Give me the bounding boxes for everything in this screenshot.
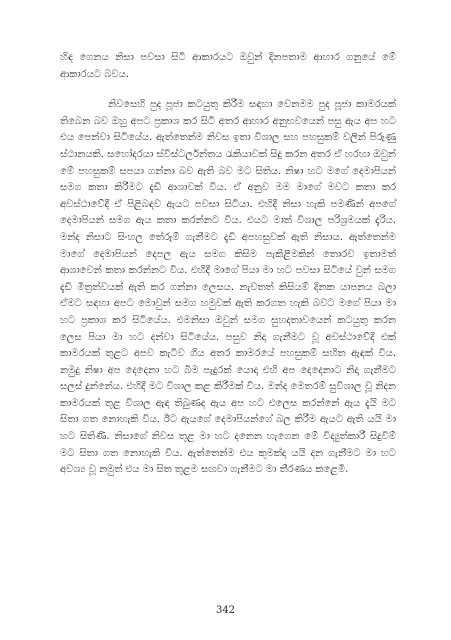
paragraph-continuation: හිඳ ගෙනය නිසා පවසා සිටි ආකාරයට ඔවුන් දිනපතාම ආහාර ගනුයේ මේ ආකාරයට බවය.	[60, 52, 396, 80]
page-number: 342	[215, 605, 236, 616]
paragraph-main: නිවසෙහි පුද පූජා කටයුතු කිරීම සඳහා වෙනමම පුද පූජා කාමරයක් තිබෙන බව ඔහු අපට ප්‍රකාශ කර සිටි අතර ආහාර අනුභවයෙන් පසු ඇය අප හට එය පෙන්වා සිටියේය. ඇත්තෙන්ම නිවස ඉතා විශාල සහ පහසුකම් වලින් පිරුණු ස්ථානයකි. සහෝදරයා ස්වීස්ටර්ලන්තය රැකියාවක් සිදු කරන අතර ඒ හරහා ඔවුන් මේ පහසුකම් සපයා ගන්නා බව ඇති බව මට සිතිය. නිෂා හට මගේ දෙමාපියන් සමග කතා කිරීමට දැඩි ආශාවක් විය. ඒ අනුව මම මාගේ මවට කතා කර අවස්ථාවේදී ඒ පිළිබඳව ඇයට පවසා සිටියා. එහිදී නිසා හැකි පමණින් අපගේ දෙමාපියන් සමග ඇය කතා කරන්නට විය. එයට මාත් විශාල පරිශ්‍රමයක් දැරිය. මන්ද නිසාට සිංහල තේරුම් ගැනීමට දැඩි අපහසුවක් ඇති නිසාය. ඇත්තෙන්ම මාගේ දෙමාපියන් දෙපල ඇය සමග කිසිම පැකිළීමකින් තොරව ඉතාමත් ආශාවෙන් කතා කරන්නට විය. එහිදී මාගේ පියා මා හට පවසා සිටියේ වුන් සමග දැඩි මිත්‍රත්වයක් ඇති කර ගන්නා ලෙසය. නැවතත් කිසියම් දිනක යාපනය බලා ඒමට සඳහා අපට මොවුන් සමග හමුවක් ඇති කරගත හැකි බවට මගේ පියා මා හට ප්‍රකාශ කර සිටියේය. එමනිසා ඔවුන් සමග සුහදතාවයෙන් කටයුතු කරන ලෙස පියා මා හට දන්වා සිටියේය. පසුව නිදා ගැනීමට වූ අවස්ථාවේදී එක් කාමරයක් තුළට අපව කැටිව ගිය අතර කාමරයේ පහසුකම් සහිත ඇඳක් විය. නමුදු නිෂා අප දෙදෙනා හට බිම පැදුරක් යොදා එහි අප දෙදෙනාට නිදා ගැනීමට සලස් දුන්නේය. එහිදී මට විශාල කළ කිරීමක් විය. මන්ද මෙතරම් සුවිශාල වූ නිදන කාමරයක් තුළ විශාල ඇඳ තිබුණද ඇය අප හට එලෙස කරන්නේ ඇය දැයි මට සිතා ගත නොහැකි විය. ඊට ඇයගේ දෙමාපියන්ගේ බල කිරීම ඇයට ඇති යයි මා හට සිතිණි. නිසාගේ නිවස තුළ මා හට දනෙන හැගෙන මේ විද්‍යුත්කාරී සිදුවීම් මට සිතා ගත නොහැකි විය. ඇත්තෙන්ම එය කුමක්ද යයි දන ගැනීමට මා හට අවශ්‍ය වූ නමුත් එය මා සිත තුළම සඟවා ගැනීමට මා තීරණය කළෙමි.	[60, 99, 396, 476]
document-page	[60, 50, 396, 479]
